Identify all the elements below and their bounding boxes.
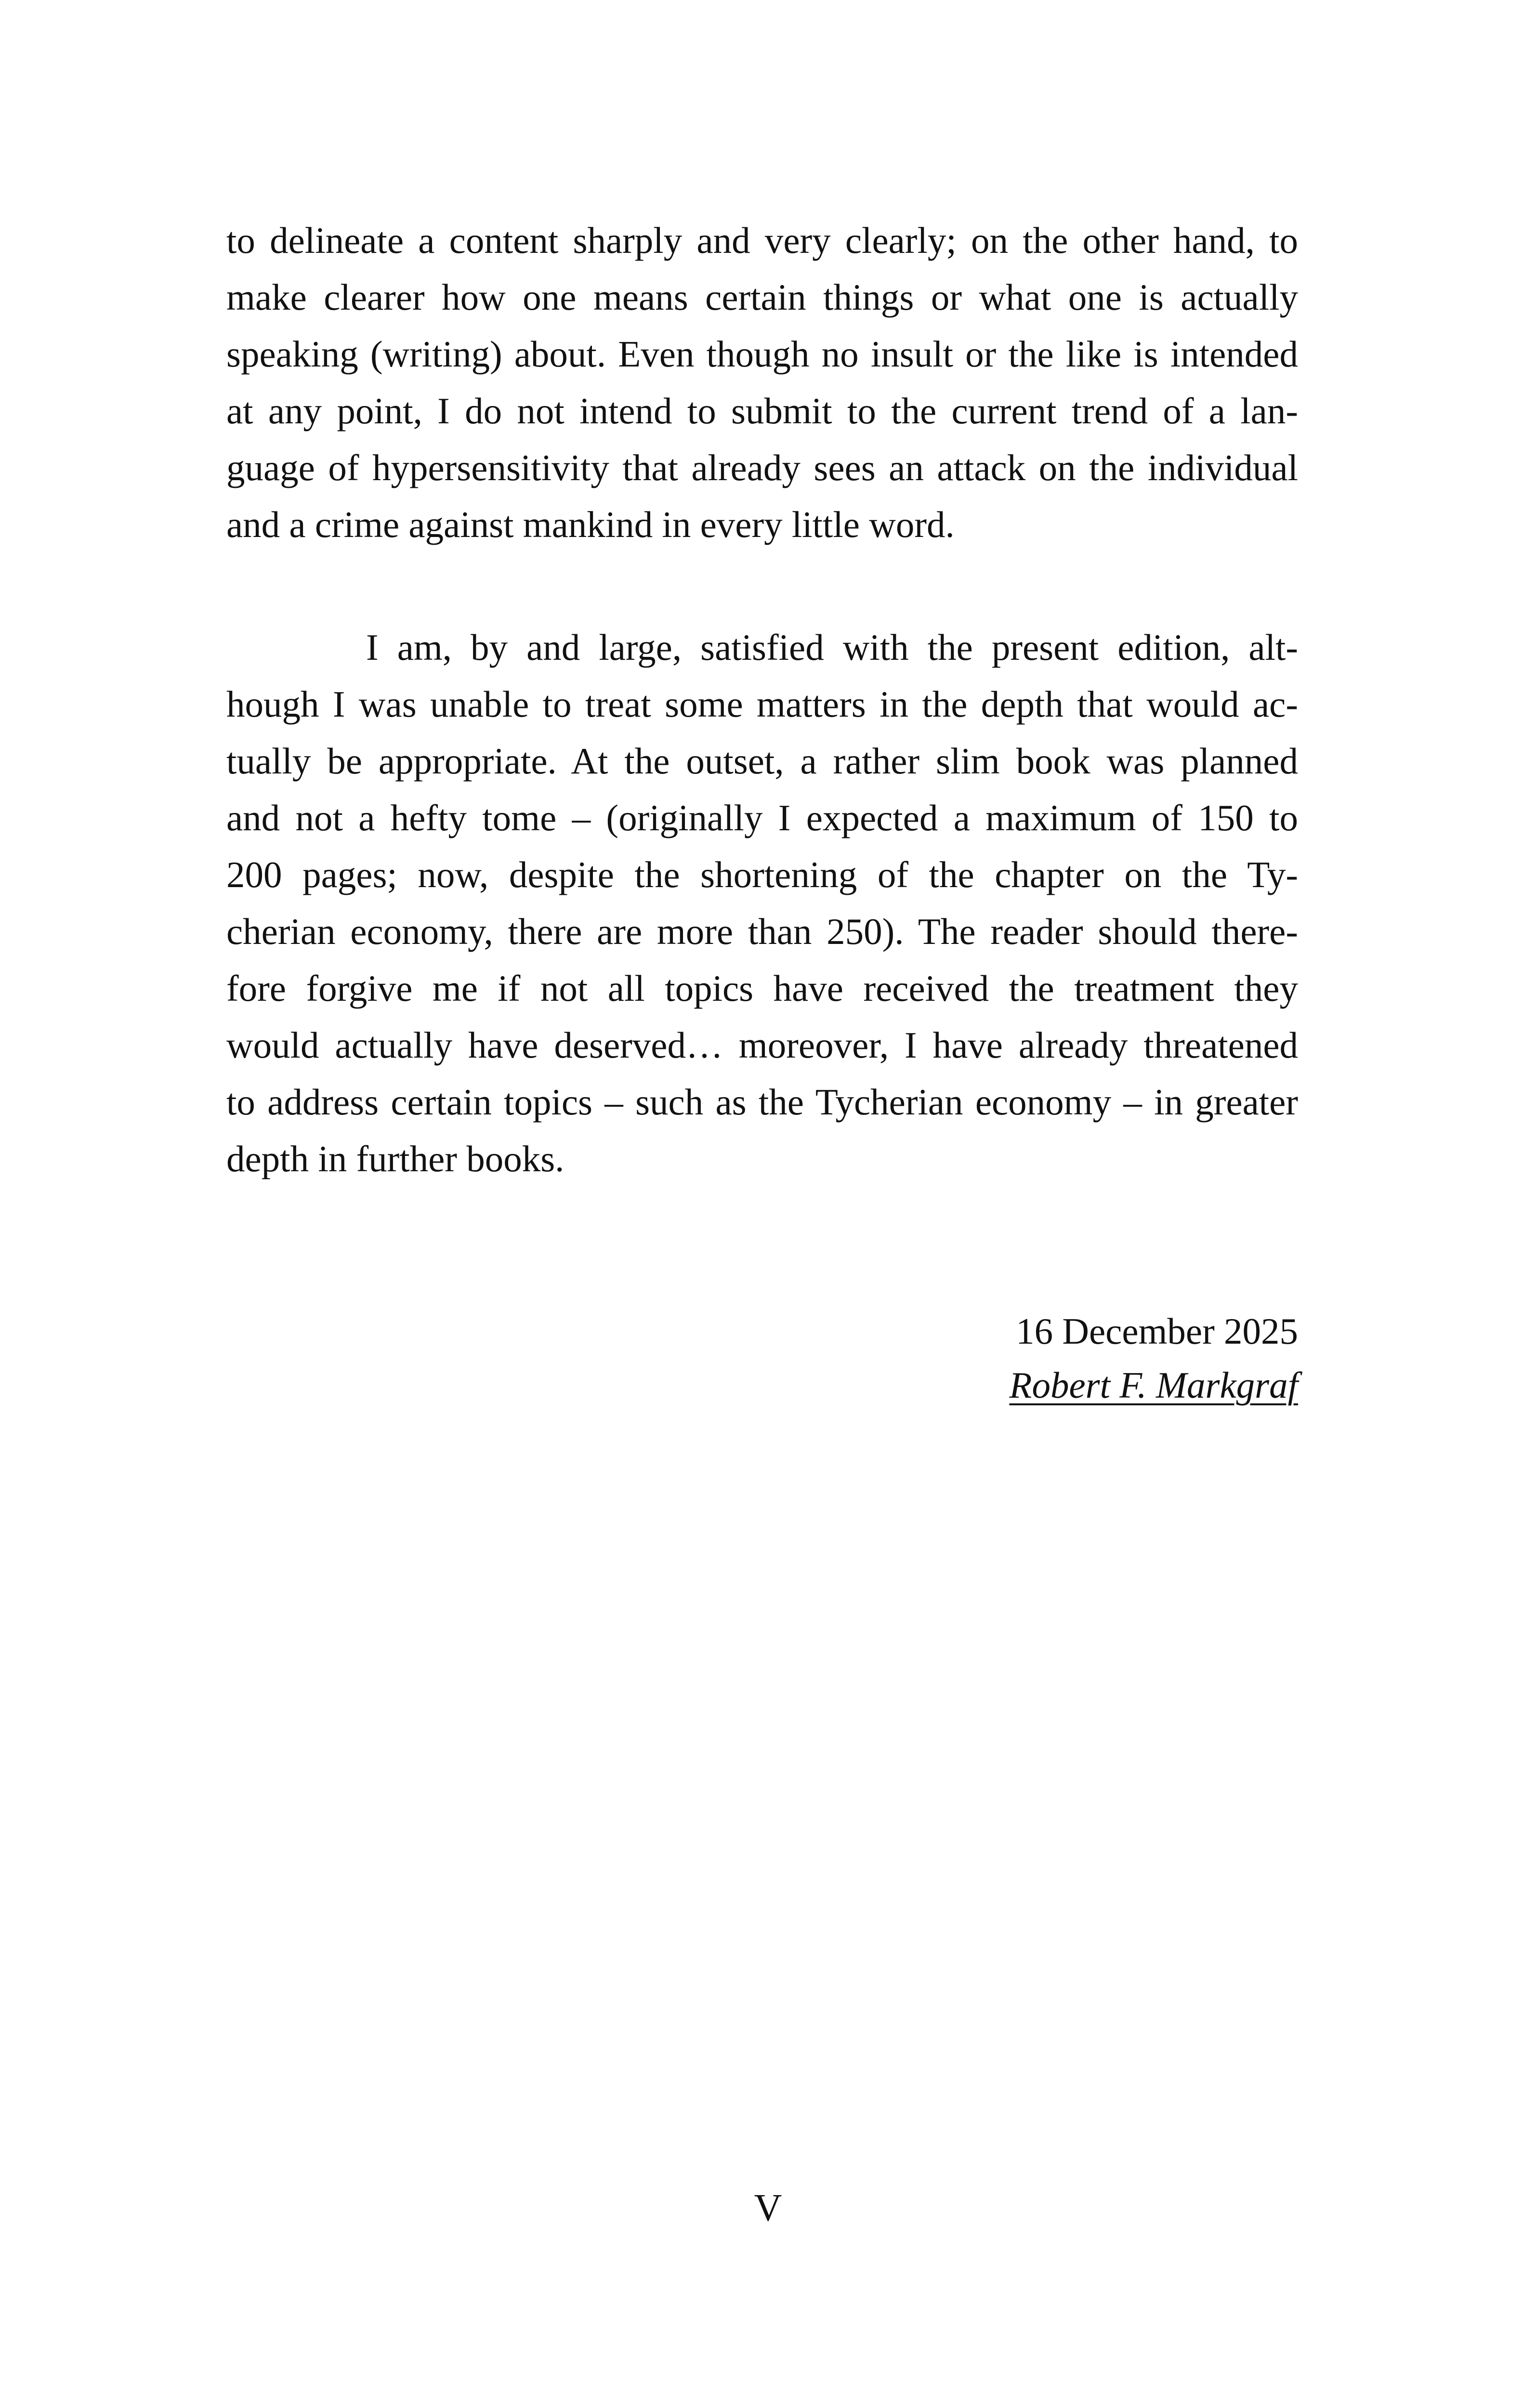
signature-date: 16 December 2025 [1016,1310,1298,1352]
text-line: hough I was unable to treat some matters in the depth that would ac- [226,683,1298,725]
text-line: fore forgive me if not all topics have received the treatment they [226,968,1298,1009]
text-line: make clearer how one means certain things or what one is actually [226,276,1298,318]
text-line: depth in further books. [226,1138,565,1179]
text-line: at any point, I do not intend to submit to the current trend of a lan- [226,390,1298,432]
text-line: guage of hypersensitivity that already sees an attack on the individual [226,447,1298,488]
text-line: tually be appropriate. At the outset, a rather slim book was planned [226,740,1298,782]
page-number: V [754,2187,782,2229]
text-line: 200 pages; now, despite the shortening of the chapter on the Ty- [226,854,1298,895]
text-line: to address certain topics – such as the Tycherian economy – in greater [226,1081,1298,1123]
text-line: to delineate a content sharply and very clearly; on the other hand, to [226,220,1298,261]
text-line: speaking (writing) about. Even though no insult or the like is intended [226,333,1298,375]
text-line: cherian economy, there are more than 250). The reader should there- [226,911,1298,952]
text-line: and a crime against mankind in every little word. [226,504,955,545]
text-line: and not a hefty tome – (originally I expected a maximum of 150 to [226,797,1298,838]
text-line: would actually have deserved… moreover, I have already threatened [226,1024,1298,1066]
text-line: I am, by and large, satisfied with the present edition, alt- [366,627,1298,668]
signature-name: Robert F. Markgraf [1009,1364,1298,1406]
